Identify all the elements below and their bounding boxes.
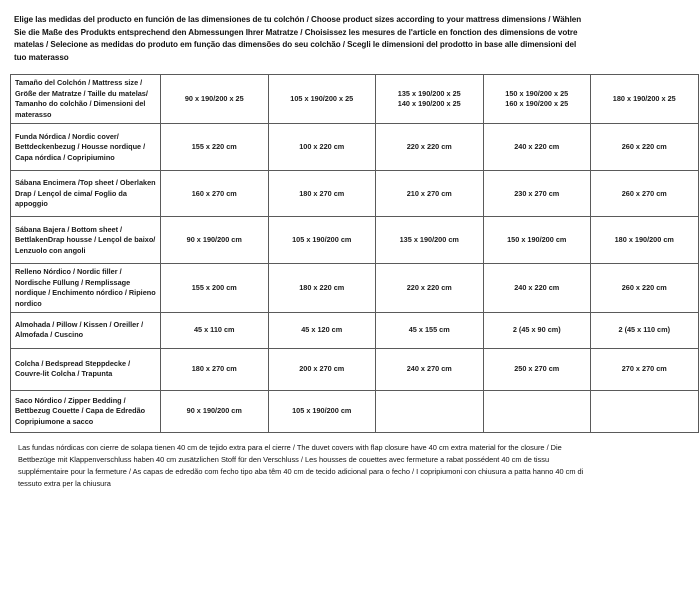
- cell-nordic-filler-2: 180 x 220 cm: [268, 264, 376, 312]
- row-label-nordic-cover: Funda Nórdica / Nordic cover/ Bettdeckenbezug / Housse nordique / Capa nórdica / Copripiumino: [11, 124, 161, 171]
- cell-top-sheet-4: 230 x 270 cm: [483, 171, 591, 217]
- header-col-3: [376, 75, 484, 124]
- cell-nordic-cover-4: 240 x 220 cm: [483, 124, 591, 171]
- header-col-4-line-2: 160 x 190/200 x 25: [505, 99, 569, 109]
- cell-bottom-sheet-2: 105 x 190/200 cm: [268, 217, 376, 264]
- row-label-pillow: Almohada / Pillow / Kissen / Oreiller / Almofada / Cuscino: [11, 312, 161, 348]
- cell-bedspread-4: 250 x 270 cm: [483, 348, 591, 390]
- cell-bottom-sheet-3: 135 x 190/200 cm: [376, 217, 484, 264]
- cell-nordic-filler-3: 220 x 220 cm: [376, 264, 484, 312]
- cell-top-sheet-1: 160 x 270 cm: [161, 171, 269, 217]
- header-col-2-line-1: 105 x 190/200 x 25: [290, 93, 354, 103]
- header-col-5: [591, 75, 699, 124]
- cell-nordic-cover-2: 100 x 220 cm: [268, 124, 376, 171]
- cell-bedspread-1: 180 x 270 cm: [161, 348, 269, 390]
- cell-nordic-filler-5: 260 x 220 cm: [591, 264, 699, 312]
- cell-bottom-sheet-5: 180 x 190/200 cm: [591, 217, 699, 264]
- row-label-nordic-filler: Relleno Nórdico / Nordic filler / Nordische Füllung / Remplissage nordique / Enchimento nórdico / Ripieno nordico: [11, 264, 161, 312]
- size-table: [10, 74, 699, 433]
- cell-bedspread-5: 270 x 270 cm: [591, 348, 699, 390]
- cell-bedspread-3: 240 x 270 cm: [376, 348, 484, 390]
- cell-pillow-3: 45 x 155 cm: [376, 312, 484, 348]
- row-label-bottom-sheet: Sábana Bajera / Bottom sheet / BettlakenDrap housse / Lençol de baixo/ Lenzuolo con angoli: [11, 217, 161, 264]
- table-header-row: [11, 75, 699, 124]
- footnote-text: Las fundas nórdicas con cierre de solapa tienen 40 cm de tejido extra para el cierre / The duvet covers with flap closure have 40 cm extra material for the closure / Die Bettbezüge mit Klappenverschluss haben 40 cm zusätzlichen Stoff für den Verschluss / Les housses de couettes avec fermeture a rabat possédent 40 cm de tissu supplémentaire pour la fermeture / As capas de edredão com fecho tipo aba têm 40 cm de tecido adicional para o fecho / I copripiumoni con chiusura a patta hanno 40 cm di tessuto extra per la chiusura: [18, 442, 584, 488]
- cell-zipper-bedding-1: 90 x 190/200 cm: [161, 390, 269, 432]
- cell-bedspread-2: 200 x 270 cm: [268, 348, 376, 390]
- row-label-zipper-bedding: Saco Nórdico / Zipper Bedding / Bettbezug Couette / Capa de Edredão Copripiumone a sacco: [11, 390, 161, 432]
- cell-zipper-bedding-4: [483, 390, 591, 432]
- cell-pillow-4: 2 (45 x 90 cm): [483, 312, 591, 348]
- table-row: [11, 348, 699, 390]
- intro-text: Elige las medidas del producto en función de las dimensiones de tu colchón / Choose product sizes according to your mattress dimensions / Wählen Sie die Maße des Produkts entsprechend den Abmessungen Ihrer Matratze / Choisissez les mesures de l'article en fonction des dimensions de votre matelas / Selecione as medidas do produto em função das dimensões do seu colchão / Scegli le dimensioni del prodotto in base alle dimensioni del tuo materasso: [14, 15, 582, 62]
- cell-nordic-cover-3: 220 x 220 cm: [376, 124, 484, 171]
- cell-zipper-bedding-5: [591, 390, 699, 432]
- header-col-5-line-1: 180 x 190/200 x 25: [612, 93, 676, 103]
- table-row: [11, 124, 699, 171]
- cell-pillow-5: 2 (45 x 110 cm): [591, 312, 699, 348]
- cell-bottom-sheet-1: 90 x 190/200 cm: [161, 217, 269, 264]
- cell-pillow-2: 45 x 120 cm: [268, 312, 376, 348]
- cell-bottom-sheet-4: 150 x 190/200 cm: [483, 217, 591, 264]
- cell-nordic-cover-1: 155 x 220 cm: [161, 124, 269, 171]
- cell-nordic-cover-5: 260 x 220 cm: [591, 124, 699, 171]
- cell-pillow-1: 45 x 110 cm: [161, 312, 269, 348]
- header-col-1: [161, 75, 269, 124]
- cell-zipper-bedding-3: [376, 390, 484, 432]
- cell-top-sheet-3: 210 x 270 cm: [376, 171, 484, 217]
- table-row: [11, 171, 699, 217]
- header-row-label: Tamaño del Colchón / Mattress size / Größe der Matratze / Taille du matelas/ Tamanho do colchão / Dimensioni del materasso: [11, 75, 161, 124]
- header-col-4-line-1: 150 x 190/200 x 25: [505, 88, 569, 98]
- table-row: [11, 312, 699, 348]
- header-col-1-line-1: 90 x 190/200 x 25: [184, 93, 244, 103]
- header-col-3-line-2: 140 x 190/200 x 25: [397, 99, 461, 109]
- cell-zipper-bedding-2: 105 x 190/200 cm: [268, 390, 376, 432]
- row-label-bedspread: Colcha / Bedspread Steppdecke / Couvre-lit Colcha / Trapunta: [11, 348, 161, 390]
- header-col-4: [483, 75, 591, 124]
- table-row: [11, 264, 699, 312]
- cell-top-sheet-2: 180 x 270 cm: [268, 171, 376, 217]
- cell-nordic-filler-1: 155 x 200 cm: [161, 264, 269, 312]
- table-row: [11, 217, 699, 264]
- cell-top-sheet-5: 260 x 270 cm: [591, 171, 699, 217]
- row-label-top-sheet: Sábana Encimera /Top sheet / Oberlaken Drap / Lençol de cima/ Foglio da appoggio: [11, 171, 161, 217]
- table-row: [11, 390, 699, 432]
- header-col-2: [268, 75, 376, 124]
- cell-nordic-filler-4: 240 x 220 cm: [483, 264, 591, 312]
- header-col-3-line-1: 135 x 190/200 x 25: [397, 88, 461, 98]
